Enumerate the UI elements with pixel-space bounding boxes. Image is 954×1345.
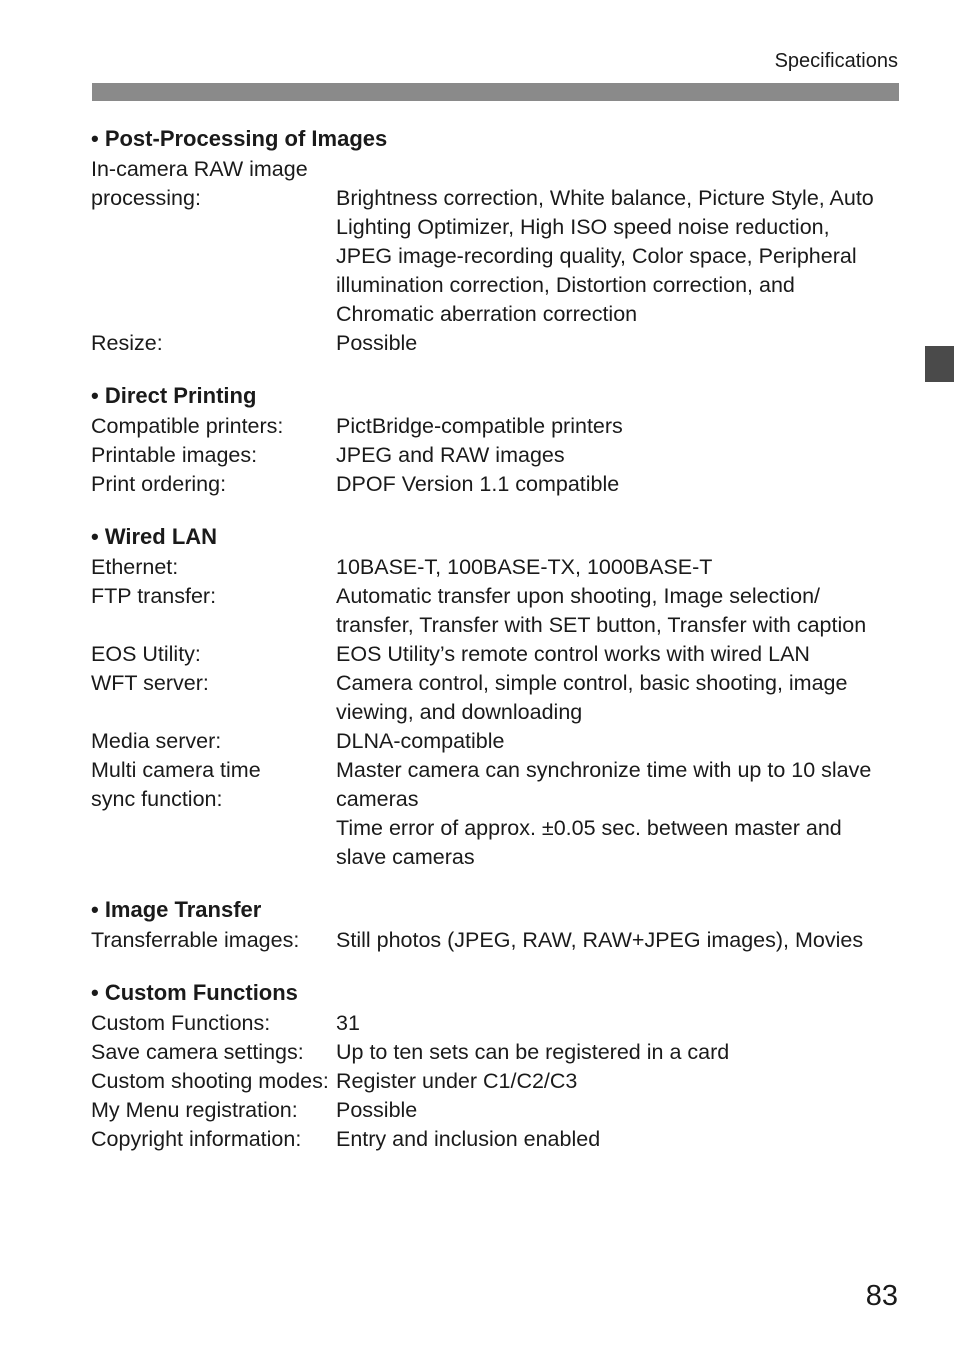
- spec-value: DLNA-compatible: [336, 729, 505, 753]
- spec-label: Media server:: [91, 729, 222, 753]
- spec-label: In-camera RAW image processing:: [91, 157, 308, 210]
- spec-label: Custom Functions:: [91, 1011, 271, 1035]
- spec-value: Possible: [336, 331, 418, 355]
- section-custom-functions: [91, 976, 911, 1154]
- spec-row: [91, 756, 911, 872]
- spec-value: Camera control, simple control, basic shooting, image viewing, and downloading: [336, 671, 848, 724]
- spec-row: [91, 412, 911, 441]
- page-number: 83: [865, 1280, 898, 1312]
- spec-row: [91, 1067, 911, 1096]
- spec-row: [91, 640, 911, 669]
- spec-label: Compatible printers:: [91, 414, 284, 438]
- spec-label: My Menu registration:: [91, 1098, 298, 1122]
- section-direct-printing: [91, 379, 911, 499]
- spec-label: Copyright information:: [91, 1127, 302, 1151]
- spec-label: FTP transfer:: [91, 584, 217, 608]
- spec-value: Master camera can synchronize time with up to 10 slave cameras Time error of approx. ±0.05 sec. between master and slave cameras: [336, 758, 872, 869]
- spec-row: [91, 727, 911, 756]
- spec-label: Ethernet:: [91, 555, 179, 579]
- spec-label: Print ordering:: [91, 472, 227, 496]
- spec-row: [91, 1125, 911, 1154]
- section-title: • Post-Processing of Images: [91, 126, 388, 151]
- spec-row: [91, 553, 911, 582]
- spec-row: [91, 926, 911, 955]
- spec-row: [91, 669, 911, 727]
- page-header-title: Specifications: [774, 50, 898, 72]
- spec-content: [91, 122, 911, 1175]
- spec-value: 10BASE-T, 100BASE-TX, 1000BASE-T: [336, 555, 713, 579]
- spec-row: [91, 1096, 911, 1125]
- section-post-processing: [91, 122, 911, 358]
- spec-label: EOS Utility:: [91, 642, 201, 666]
- section-wired-lan: [91, 520, 911, 872]
- spec-row: [91, 1038, 911, 1067]
- spec-value: Still photos (JPEG, RAW, RAW+JPEG images), Movies: [336, 928, 864, 952]
- chapter-thumb-tab: [925, 346, 954, 382]
- spec-row: [91, 329, 911, 358]
- spec-value: 31: [336, 1011, 360, 1035]
- header-divider-bar: [92, 83, 899, 101]
- spec-label: Custom shooting modes:: [91, 1069, 329, 1093]
- spec-label: Printable images:: [91, 443, 258, 467]
- spec-row: [91, 582, 911, 640]
- section-title: • Custom Functions: [91, 980, 298, 1005]
- spec-value: EOS Utility’s remote control works with wired LAN: [336, 642, 810, 666]
- spec-row: [91, 155, 911, 329]
- spec-value: Entry and inclusion enabled: [336, 1127, 601, 1151]
- section-image-transfer: [91, 893, 911, 955]
- spec-value: DPOF Version 1.1 compatible: [336, 472, 620, 496]
- section-title: • Wired LAN: [91, 524, 218, 549]
- spec-value: Up to ten sets can be registered in a card: [336, 1040, 730, 1064]
- spec-value: Brightness correction, White balance, Picture Style, Auto Lighting Optimizer, High ISO speed noise reduction, JPEG image-recording quality, Color space, Peripheral illumination correction, Distortion correction, and Chromatic aberration correction: [336, 186, 874, 326]
- spec-value: Possible: [336, 1098, 418, 1122]
- spec-value: Automatic transfer upon shooting, Image selection/ transfer, Transfer with SET button, Transfer with caption: [336, 584, 867, 637]
- spec-row: [91, 441, 911, 470]
- spec-label: Transferrable images:: [91, 928, 300, 952]
- section-title: • Image Transfer: [91, 897, 262, 922]
- spec-label: Save camera settings:: [91, 1040, 304, 1064]
- spec-value: Register under C1/C2/C3: [336, 1069, 578, 1093]
- spec-value: JPEG and RAW images: [336, 443, 565, 467]
- spec-label: Resize:: [91, 331, 163, 355]
- spec-label: WFT server:: [91, 671, 209, 695]
- spec-label: Multi camera time sync function:: [91, 758, 261, 811]
- spec-value: PictBridge-compatible printers: [336, 414, 623, 438]
- spec-row: [91, 1009, 911, 1038]
- section-title: • Direct Printing: [91, 383, 257, 408]
- spec-row: [91, 470, 911, 499]
